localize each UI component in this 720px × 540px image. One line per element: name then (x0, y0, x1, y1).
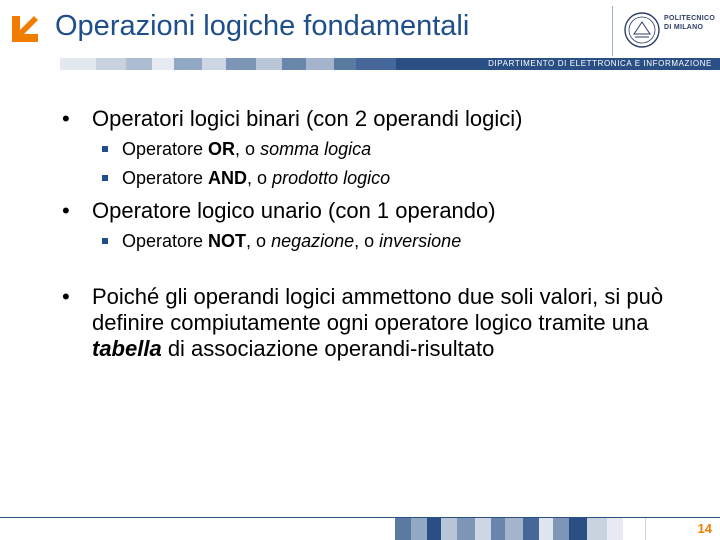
bullet-3-text: Poiché gli operandi logici ammettono due soli valori, si può definire compiutamente ogni operatore logico tramite una tabella di associazione operandi-risultato (92, 284, 664, 361)
bullet-1 (62, 106, 682, 132)
department-name: DIPARTIMENTO DI ELETTRONICA E INFORMAZIONE (488, 59, 712, 68)
bullet-3 (62, 284, 692, 362)
university-line-2: DI MILANO (664, 24, 704, 31)
arrow-logo-icon (6, 8, 46, 48)
sub-bullet-and-text: Operatore AND, o prodotto logico (122, 168, 391, 188)
sub-bullet-or (102, 138, 371, 160)
university-name (664, 14, 715, 32)
square-bullet-icon (102, 146, 108, 152)
sub-bullet-not-text: Operatore NOT, o negazione, o inversione (122, 231, 462, 251)
sub-bullet-not (102, 230, 461, 252)
header-divider (612, 6, 613, 56)
sub-bullet-and (102, 167, 390, 189)
bullet-dot: • (62, 106, 70, 131)
square-bullet-icon (102, 175, 108, 181)
bullet-dot: • (62, 198, 70, 223)
bullet-2 (62, 198, 682, 224)
bullet-2-text: Operatore logico unario (con 1 operando) (92, 198, 496, 223)
footer-color-band (395, 518, 691, 540)
polimi-seal-icon (624, 12, 660, 48)
sub-bullet-or-text: Operatore OR, o somma logica (122, 139, 372, 159)
slide-title: Operazioni logiche fondamentali (55, 10, 470, 42)
bullet-1-text: Operatori logici binari (con 2 operandi logici) (92, 106, 523, 131)
square-bullet-icon (102, 238, 108, 244)
university-line-1: POLITECNICO (664, 15, 716, 22)
page-number: 14 (697, 521, 712, 536)
bullet-dot: • (62, 284, 70, 309)
